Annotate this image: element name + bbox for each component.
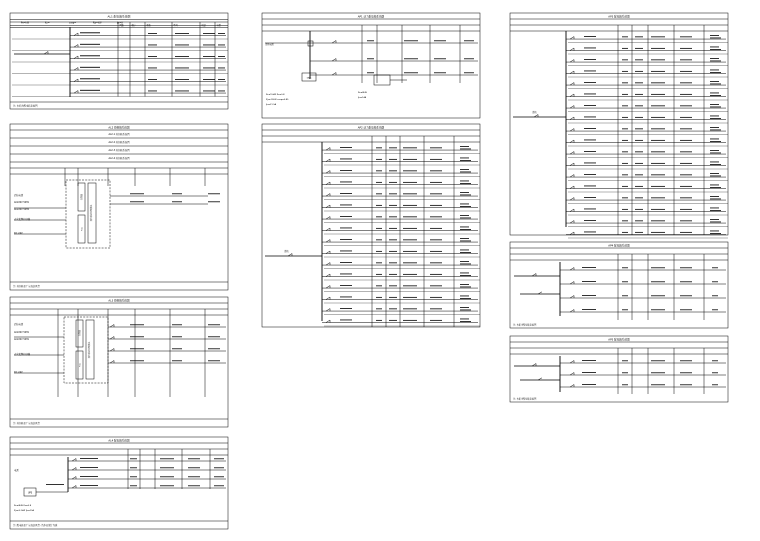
circuit-row: [322, 181, 480, 188]
panel-title: AP5 配电箱系统图: [608, 338, 630, 342]
column-header: 规格: [146, 24, 151, 27]
title-field: cosφ=: [68, 21, 77, 25]
panel-note: 注: 控制箱由厂家成套供货: [13, 285, 40, 288]
circuit-row: [12, 55, 228, 62]
box-label: PLC: [81, 227, 84, 231]
circuit-row: [566, 58, 728, 65]
circuit-row: [322, 319, 480, 326]
circuit-row: [322, 204, 480, 211]
circuit-row: [322, 227, 480, 234]
panel-title: AP1 动力配电箱系统图: [357, 15, 385, 19]
source-label: 进线电源: [265, 43, 274, 46]
box-label: 控制器: [81, 193, 84, 201]
source-label: 消防电源: [14, 194, 24, 197]
circuit-row: [566, 35, 728, 42]
circuit-row: [566, 150, 728, 157]
ups-label: UPS: [27, 491, 33, 495]
panel-title: AP2 动力配电箱系统图: [357, 126, 385, 130]
circuit-row: [322, 250, 480, 257]
circuit-row: [12, 67, 228, 74]
circuit-row: [322, 296, 480, 303]
circuit-row: [566, 219, 728, 226]
circuit-row: [322, 146, 480, 153]
panel-5: [262, 13, 480, 118]
calc-label: Ijs=21.5A: [266, 104, 277, 106]
column-header: 回路: [119, 24, 124, 27]
circuit-row: [566, 93, 728, 100]
circuit-row: [322, 158, 480, 165]
box-label: 消防联动控制模块: [89, 341, 91, 359]
panel-title: AL2 控制箱系统图: [108, 126, 130, 130]
meter-label: kWh: [306, 77, 312, 80]
circuit-row: [566, 116, 728, 123]
circuit-row: [566, 173, 728, 180]
source-label: AC220V 50Hz: [14, 201, 29, 204]
column-header: 用途: [201, 24, 206, 27]
box-label: 控制器: [79, 329, 82, 337]
panel-subtitle: AL2-1 控制箱系统图: [108, 133, 130, 136]
box-label: 消防联动控制模块: [91, 204, 93, 222]
title-field: Kx=: [44, 21, 50, 25]
circuit-row: [322, 273, 480, 280]
dc-label: DC 24V: [14, 232, 23, 235]
title-field: Pe=kW: [20, 21, 30, 25]
circuit-row: [322, 284, 480, 291]
circuit-row: [566, 162, 728, 169]
calc-label: Pjs=3.2kW Ijs=15A: [14, 510, 34, 512]
source-label: AC220V 50Hz: [14, 338, 29, 341]
source-label: AC220V 50Hz: [14, 331, 29, 334]
alarm-label: 火灾报警控制器: [14, 353, 31, 356]
dc-label: DC 24V: [14, 371, 23, 374]
panel-note: 注: 控制箱由厂家成套供货: [13, 422, 40, 425]
panel-note: 注: 本箱为配电箱系统图: [513, 397, 537, 401]
circuit-row: [566, 70, 728, 77]
circuit-row: [566, 127, 728, 134]
circuit-row: [566, 81, 728, 88]
source-label: 电源: [14, 469, 19, 472]
source-label: 进线: [532, 111, 537, 114]
circuit-row: [12, 90, 228, 97]
panel-subtitle: AL2-2 控制箱系统图: [108, 141, 130, 144]
column-header: 容量: [216, 24, 221, 27]
circuit-row: [322, 238, 480, 245]
calc-label: Pjs=12kW cosφ=0.85: [266, 99, 289, 101]
circuit-row: [566, 104, 728, 111]
calc-label: Pe=15kW Kx=0.8: [266, 94, 285, 96]
column-header: 相序: [131, 24, 136, 27]
source-label: 进线: [284, 250, 289, 253]
circuit-row: [566, 196, 728, 203]
circuit-row: [322, 192, 480, 199]
panel-3: [10, 297, 228, 427]
panel-7: [510, 13, 728, 238]
panel-6: [262, 124, 480, 327]
panel-note: 注: 本箱为配电箱系统图: [13, 104, 38, 108]
circuit-row: [12, 32, 228, 39]
circuit-row: [322, 215, 480, 222]
circuit-row: [566, 231, 728, 238]
title-field: Ijs=A: [116, 21, 123, 25]
panel-title: AP4 配电箱系统图: [608, 244, 630, 248]
column-header: 型号: [173, 24, 178, 27]
circuit-row: [566, 47, 728, 54]
circuit-row: [12, 44, 228, 51]
panel-note: 注: 配电箱由厂家成套供货, 具体以设计为准: [13, 524, 58, 527]
panel-4: [10, 437, 228, 529]
panel-subtitle: AL2-3 控制箱系统图: [108, 149, 130, 152]
circuit-row: [322, 307, 480, 314]
panel-1: [10, 13, 228, 109]
panel-title: AP3 配电箱系统图: [608, 15, 630, 19]
circuit-row: [566, 208, 728, 215]
panel-title: AL1 配电箱系统图: [107, 14, 131, 19]
panel-note: 注: 本箱为配电箱系统图: [513, 323, 537, 327]
panel-subtitle: AL2-4 控制箱系统图: [108, 157, 130, 160]
source-label: AC220V 50Hz: [14, 208, 29, 211]
circuit-row: [12, 78, 228, 85]
circuit-row: [566, 139, 728, 146]
box-label: PLC: [79, 363, 82, 367]
panel-9: [510, 336, 728, 402]
title-field: Pjs=kW: [92, 21, 102, 25]
calc-label: Pe=4kW Kx=0.8: [14, 505, 32, 507]
panel-8: [510, 242, 728, 328]
circuit-row: [322, 169, 480, 176]
panel-title: AL3 控制箱系统图: [108, 299, 130, 303]
panel-title: AL4 配电箱系统图: [108, 439, 130, 443]
circuit-row: [322, 261, 480, 268]
circuit-row: [566, 185, 728, 192]
alarm-label: 火灾报警控制器: [14, 218, 31, 221]
calc-label: Pe=8kW: [358, 92, 367, 94]
calc-label: Ijs=14A: [358, 97, 367, 99]
source-label: 消防电源: [14, 323, 24, 326]
panel-2: [10, 124, 228, 290]
